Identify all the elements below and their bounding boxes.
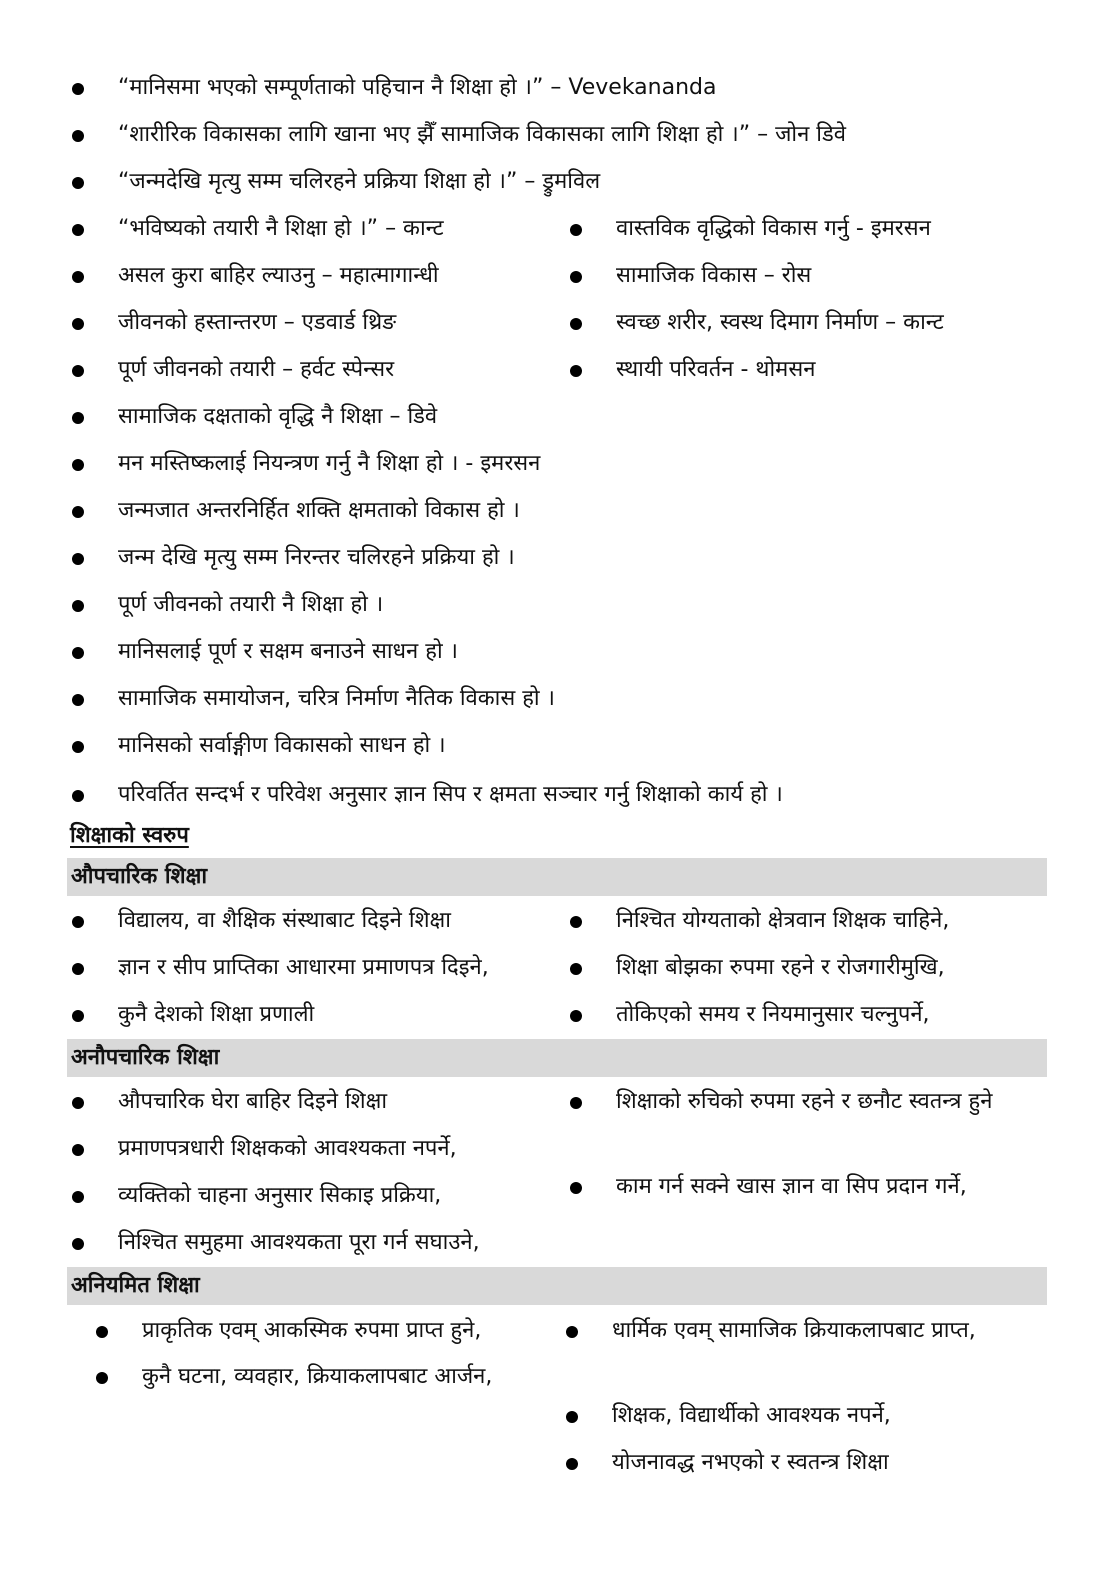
- bullet-icon: [96, 1326, 108, 1338]
- bullet-icon: [72, 412, 84, 424]
- subsection-title: अनियमित शिक्षा: [71, 1273, 200, 1298]
- bullet-icon: [72, 365, 84, 377]
- bullet-icon: [570, 963, 582, 975]
- bullet-icon: [72, 1191, 84, 1203]
- bullet-icon: [570, 1097, 582, 1109]
- subsection-title: अनौपचारिक शिक्षा: [71, 1045, 220, 1070]
- bullet-icon: [96, 1372, 108, 1384]
- section-heading: शिक्षाको स्वरुप: [70, 823, 189, 848]
- subsection-band-nonformal: [67, 1039, 1047, 1077]
- subsection-title: औपचारिक शिक्षा: [71, 864, 208, 889]
- bullet-icon: [72, 916, 84, 928]
- subsection-band-formal: [67, 858, 1047, 896]
- bullet-icon: [72, 271, 84, 283]
- bullet-icon: [570, 1182, 582, 1194]
- bullet-icon: [72, 647, 84, 659]
- bullet-icon: [72, 1144, 84, 1156]
- bullet-icon: [570, 271, 582, 283]
- bullet-icon: [72, 741, 84, 753]
- bullet-icon: [570, 1010, 582, 1022]
- bullet-icon: [570, 365, 582, 377]
- bullet-icon: [72, 318, 84, 330]
- bullet-icon: [72, 600, 84, 612]
- bullet-icon: [566, 1326, 578, 1338]
- bullet-icon: [566, 1458, 578, 1470]
- bullet-icon: [72, 130, 84, 142]
- bullet-icon: [566, 1411, 578, 1423]
- bullet-icon: [570, 916, 582, 928]
- bullet-icon: [72, 1010, 84, 1022]
- bullet-icon: [72, 1097, 84, 1109]
- bullet-icon: [72, 177, 84, 189]
- bullet-icon: [72, 459, 84, 471]
- bullet-icon: [72, 790, 84, 802]
- document-page: “मानिसमा भएको सम्पूर्णताको पहिचान नै शिक्षा हो ।” – Vevekananda “शारीरिक विकासका लागि खाना भए झैँ सामाजिक विकासका लागि शिक्षा हो ।” – जोन डिवे “जन्मदेखि मृत्यु सम्म चलिरहने प्रक्रिया शिक्षा हो ।” – ड्रुमविल “भविष्यको तयारी नै शिक्षा हो ।” – कान्ट असल कुरा बाहिर ल्याउनु – महात्मागान्धी जीवनको हस्तान्तरण – एडवार्ड थ्रिङ पूर्ण जीवनको तयारी – हर्वट स्पेन्सर सामाजिक दक्षताको वृद्धि नै शिक्षा – डिवे मन मस्तिष्कलाई नियन्त्रण गर्नु नै शिक्षा हो । - इमरसन जन्मजात अन्तरनिर्हित शक्ति क्षमताको विकास हो । जन्म देखि मृत्यु सम्म निरन्तर चलिरहने प्रक्रिया हो । पूर्ण जीवनको तयारी नै शिक्षा हो । मानिसलाई पूर्ण र सक्षम बनाउने साधन हो । सामाजिक समायोजन, चरित्र निर्माण नैतिक विकास हो । मानिसको सर्वाङ्गीण विकासको साधन हो । परिवर्तित सन्दर्भ र परिवेश अनुसार ज्ञान सिप र क्षमता सञ्चार गर्नु शिक्षाको कार्य हो । वास्तविक वृद्धिको विकास गर्नु - इमरसन सामाजिक विकास – रोस स्वच्छ शरीर, स्वस्थ दिमाग निर्माण – कान्ट स्थायी परिवर्तन - थोमसन शिक्षाको स्वरुप औपचारिक शिक्षा विद्यालय, वा शैक्षिक संस्थाबाट दिइने शिक्षा ज्ञान र सीप प्राप्तिका आधारमा प्रमाणपत्र दिइने, कुनै देशको शिक्षा प्रणाली निश्चित योग्यताको क्षेत्रवान शिक्षक चाहिने, शिक्षा बोझका रुपमा रहने र रोजगारीमुखि, तोकिएको समय र नियमानुसार चल्नुपर्ने, अनौपचारिक शिक्षा औपचारिक घेरा बाहिर दिइने शिक्षा प्रमाणपत्रधारी शिक्षकको आवश्यकता नपर्ने, व्यक्तिको चाहना अनुसार सिकाइ प्रक्रिया, निश्चित समुहमा आवश्यकता पूरा गर्न सघाउने, शिक्षाको रुचिको रुपमा रहने र छनौट स्वतन्त्र हुने काम गर्न सक्ने खास ज्ञान वा सिप प्रदान गर्ने, अनियमित शिक्षा प्राकृतिक एवम् आकस्मिक रुपमा प्राप्त हुने, कुनै घटना, व्यवहार, क्रियाकलापबाट आर्जन, धार्मिक एवम् सामाजिक क्रियाकलापबाट प्राप्त, शिक्षक, विद्यार्थीको आवश्यक नपर्ने, योजनावद्ध नभएको र स्वतन्त्र शिक्षा: [0, 0, 1118, 1587]
- bullet-icon: [72, 224, 84, 236]
- bullet-icon: [72, 694, 84, 706]
- bullet-icon: [570, 318, 582, 330]
- bullet-icon: [72, 1238, 84, 1250]
- subsection-band-informal: [67, 1267, 1047, 1305]
- bullet-icon: [72, 83, 84, 95]
- bullet-icon: [570, 224, 582, 236]
- bullet-icon: [72, 553, 84, 565]
- bullet-icon: [72, 506, 84, 518]
- bullet-icon: [72, 963, 84, 975]
